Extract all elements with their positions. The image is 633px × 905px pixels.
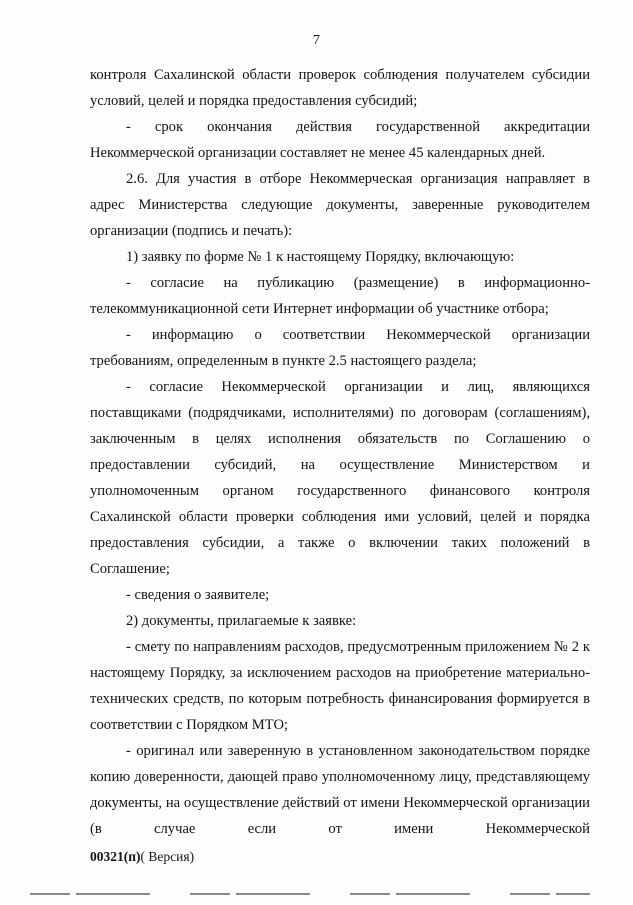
paragraph-7: - согласие Некоммерческой организации и лиц, являющихся поставщиками (подрядчиками, исполнителями) по договорам (соглашениям), заключенным в целях исполнения обязательств по Соглашению о предоставлении субсидий, на осуществление Министерством и уполномоченным органом государственного финансового контроля Сахалинской области проверки соблюдения ими условий, целей и порядка предоставления субсидии, а также о включении таких положений в Соглашение;: [90, 379, 590, 577]
document-body: [90, 62, 590, 842]
paragraph-4: 1) заявку по форме № 1 к настоящему Порядку, включающую:: [126, 249, 515, 265]
page-number: 7: [313, 33, 320, 48]
paragraph-3: 2.6. Для участия в отборе Некоммерческая организация направляет в адрес Министерства следующие документы, заверенные руководителем организации (подпись и печать):: [90, 171, 590, 239]
paragraph-9: 2) документы, прилагаемые к заявке:: [126, 613, 357, 629]
paragraph-8: - сведения о заявителе;: [126, 587, 270, 603]
paragraph-10: - смету по направлениям расходов, предусмотренным приложением № 2 к настоящему Порядку, за исключением расходов на приобретение материально-технических средств, по которым потребность финансирования формируется в соответствии с Порядком МТО;: [90, 639, 590, 733]
paragraph-5: - согласие на публикацию (размещение) в информационно-телекоммуникационной сети Интернет информации об участнике отбора;: [90, 275, 590, 317]
document-code: 00321(п): [90, 849, 141, 864]
paragraph-1: контроля Сахалинской области проверок соблюдения получателем субсидии условий, целей и порядка предоставления субсидий;: [90, 67, 590, 109]
document-version: ( Версия): [140, 849, 195, 864]
document-footer: [90, 849, 194, 865]
scan-edge-line: [30, 893, 590, 895]
paragraph-6: - информацию о соответствии Некоммерческой организации требованиям, определенным в пункте 2.5 настоящего раздела;: [90, 327, 590, 369]
paragraph-2: - срок окончания действия государственной аккредитации Некоммерческой организации составляет не менее 45 календарных дней.: [90, 119, 590, 161]
paragraph-11: - оригинал или заверенную в установленном законодательством порядке копию доверенности, дающей право уполномоченному лицу, представляющему документы, на осуществление действий от имени Некоммерческой организации (в случае если от имени Некоммерческой: [90, 743, 590, 837]
